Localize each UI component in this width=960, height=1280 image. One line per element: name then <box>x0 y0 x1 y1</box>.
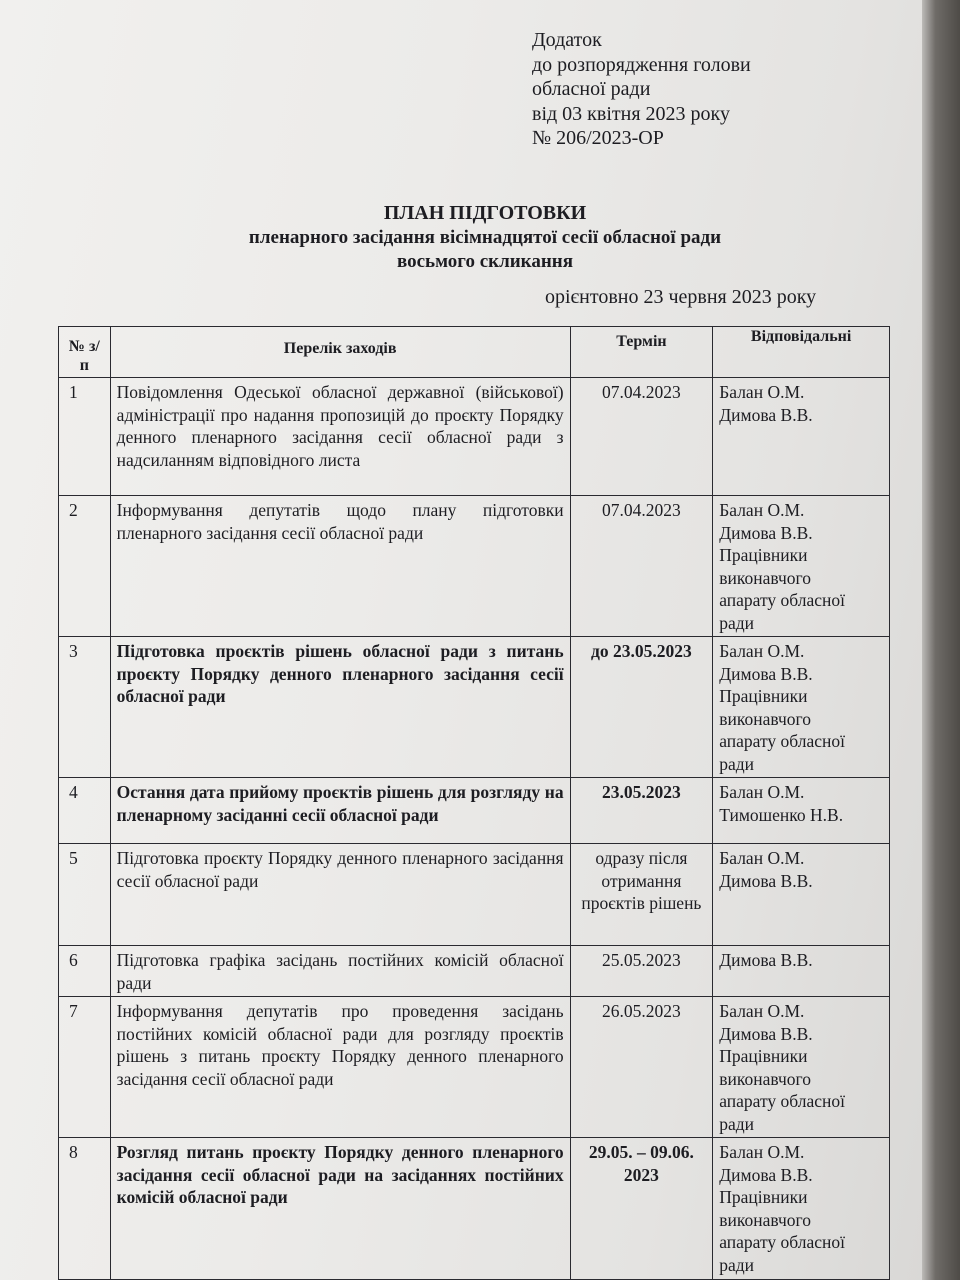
responsible-person: Димова В.В. <box>719 522 813 543</box>
responsible-person: Працівники <box>719 1046 808 1066</box>
annex-line: обласної ради <box>532 78 651 100</box>
responsible-person: Балан О.М. <box>719 782 805 802</box>
responsible-person: апарату обласної <box>719 731 845 751</box>
responsible-person: Тимошенко Н.В. <box>719 804 844 825</box>
responsible-person: виконавчого <box>719 708 811 729</box>
responsible-person: Димова В.В. <box>719 1164 813 1185</box>
table-row <box>59 844 890 946</box>
row-number: 3 <box>59 637 111 778</box>
row-number: 5 <box>59 844 111 946</box>
responsible-person: Димова В.В. <box>719 1023 813 1044</box>
row-responsible <box>713 844 890 946</box>
responsible-person: Димова В.В. <box>719 404 813 425</box>
document-title <box>200 200 770 274</box>
table-row <box>59 496 890 637</box>
row-activity: Розгляд питань проєкту Порядку денного пленарного засідання сесії обласної ради на засіданнях постійних комісій обласної ради <box>110 1138 570 1280</box>
responsible-person: ради <box>719 753 755 774</box>
responsible-person: ради <box>719 1254 755 1275</box>
row-responsible <box>713 1138 890 1280</box>
row-term: 26.05.2023 <box>570 997 713 1138</box>
responsible-person: Димова В.В. <box>719 950 813 970</box>
responsible-person: Балан О.М. <box>719 500 805 520</box>
approx-date: орієнтовно 23 червня 2023 року <box>545 286 817 308</box>
background-edge <box>922 0 960 1280</box>
table-body <box>59 378 890 1280</box>
responsible-person: апарату обласної <box>719 590 845 610</box>
header-responsible: Відповідальні <box>713 327 890 378</box>
row-term: одразу після отримання проєктів рішень <box>570 844 713 946</box>
row-activity: Підготовка графіка засідань постійних комісій обласної ради <box>110 946 570 997</box>
responsible-person: виконавчого <box>719 1209 811 1230</box>
header-number: № з/п <box>59 327 111 378</box>
table-header-row <box>59 327 890 378</box>
table-row <box>59 778 890 844</box>
row-term: 07.04.2023 <box>570 496 713 637</box>
header-term: Термін <box>570 327 713 378</box>
row-number: 8 <box>59 1138 111 1280</box>
table-row <box>59 997 890 1138</box>
row-term: 29.05. – 09.06. 2023 <box>570 1138 713 1280</box>
annex-line: № 206/2023-ОР <box>532 127 664 149</box>
row-responsible <box>713 378 890 496</box>
plan-table <box>58 326 890 1280</box>
responsible-person: Димова В.В. <box>719 870 813 891</box>
responsible-person: Працівники <box>719 686 808 706</box>
responsible-person: Балан О.М. <box>719 848 805 868</box>
row-responsible <box>713 997 890 1138</box>
row-term: 07.04.2023 <box>570 378 713 496</box>
annex-line: від 03 квітня 2023 року <box>532 102 730 125</box>
responsible-person: ради <box>719 1113 755 1134</box>
table-row <box>59 1138 890 1280</box>
annex-block <box>532 28 751 151</box>
table-row <box>59 946 890 997</box>
row-activity: Підготовка проєктів рішень обласної ради з питань проєкту Порядку денного пленарного засідання сесії обласної ради <box>110 637 570 778</box>
responsible-person: апарату обласної <box>719 1232 845 1252</box>
row-responsible <box>713 496 890 637</box>
row-activity: Інформування депутатів щодо плану підготовки пленарного засідання сесії обласної ради <box>110 496 570 637</box>
responsible-person: виконавчого <box>719 1068 811 1089</box>
row-responsible <box>713 946 890 997</box>
row-activity: Підготовка проєкту Порядку денного пленарного засідання сесії обласної ради <box>110 844 570 946</box>
annex-line: до розпорядження голови <box>532 53 751 76</box>
row-responsible <box>713 637 890 778</box>
responsible-person: Балан О.М. <box>719 1142 805 1162</box>
row-term: 23.05.2023 <box>570 778 713 844</box>
responsible-person: Димова В.В. <box>719 663 813 684</box>
responsible-person: Працівники <box>719 1187 808 1207</box>
row-number: 6 <box>59 946 111 997</box>
row-responsible <box>713 778 890 844</box>
responsible-person: виконавчого <box>719 567 811 588</box>
annex-line: Додаток <box>532 29 602 51</box>
responsible-person: Балан О.М. <box>719 1001 805 1021</box>
responsible-person: Балан О.М. <box>719 382 805 402</box>
header-activity: Перелік заходів <box>110 327 570 378</box>
table-row <box>59 637 890 778</box>
row-activity: Остання дата прийому проєктів рішень для розгляду на пленарному засіданні сесії обласної ради <box>110 778 570 844</box>
responsible-person: ради <box>719 612 755 633</box>
row-term: до 23.05.2023 <box>570 637 713 778</box>
row-activity: Інформування депутатів про проведення засідань постійних комісій обласної ради для розгляду проєктів рішень з питань проєкту Порядку денного пленарного засідання сесії обласної ради <box>110 997 570 1138</box>
row-number: 1 <box>59 378 111 496</box>
responsible-person: Працівники <box>719 545 808 565</box>
responsible-person: Балан О.М. <box>719 641 805 661</box>
table-row <box>59 378 890 496</box>
row-activity: Повідомлення Одеської обласної державної (військової) адміністрації про надання пропозицій до проєкту Порядку денного пленарного засідання сесії обласної ради з надсиланням відповідного листа <box>110 378 570 496</box>
row-term: 25.05.2023 <box>570 946 713 997</box>
responsible-person: апарату обласної <box>719 1091 845 1111</box>
title-main: ПЛАН ПІДГОТОВКИ <box>383 202 587 224</box>
title-sub-2: восьмого скликання <box>396 251 574 272</box>
row-number: 4 <box>59 778 111 844</box>
row-number: 2 <box>59 496 111 637</box>
title-sub-1: пленарного засідання вісімнадцятої сесії обласної ради <box>248 227 722 248</box>
row-number: 7 <box>59 997 111 1138</box>
